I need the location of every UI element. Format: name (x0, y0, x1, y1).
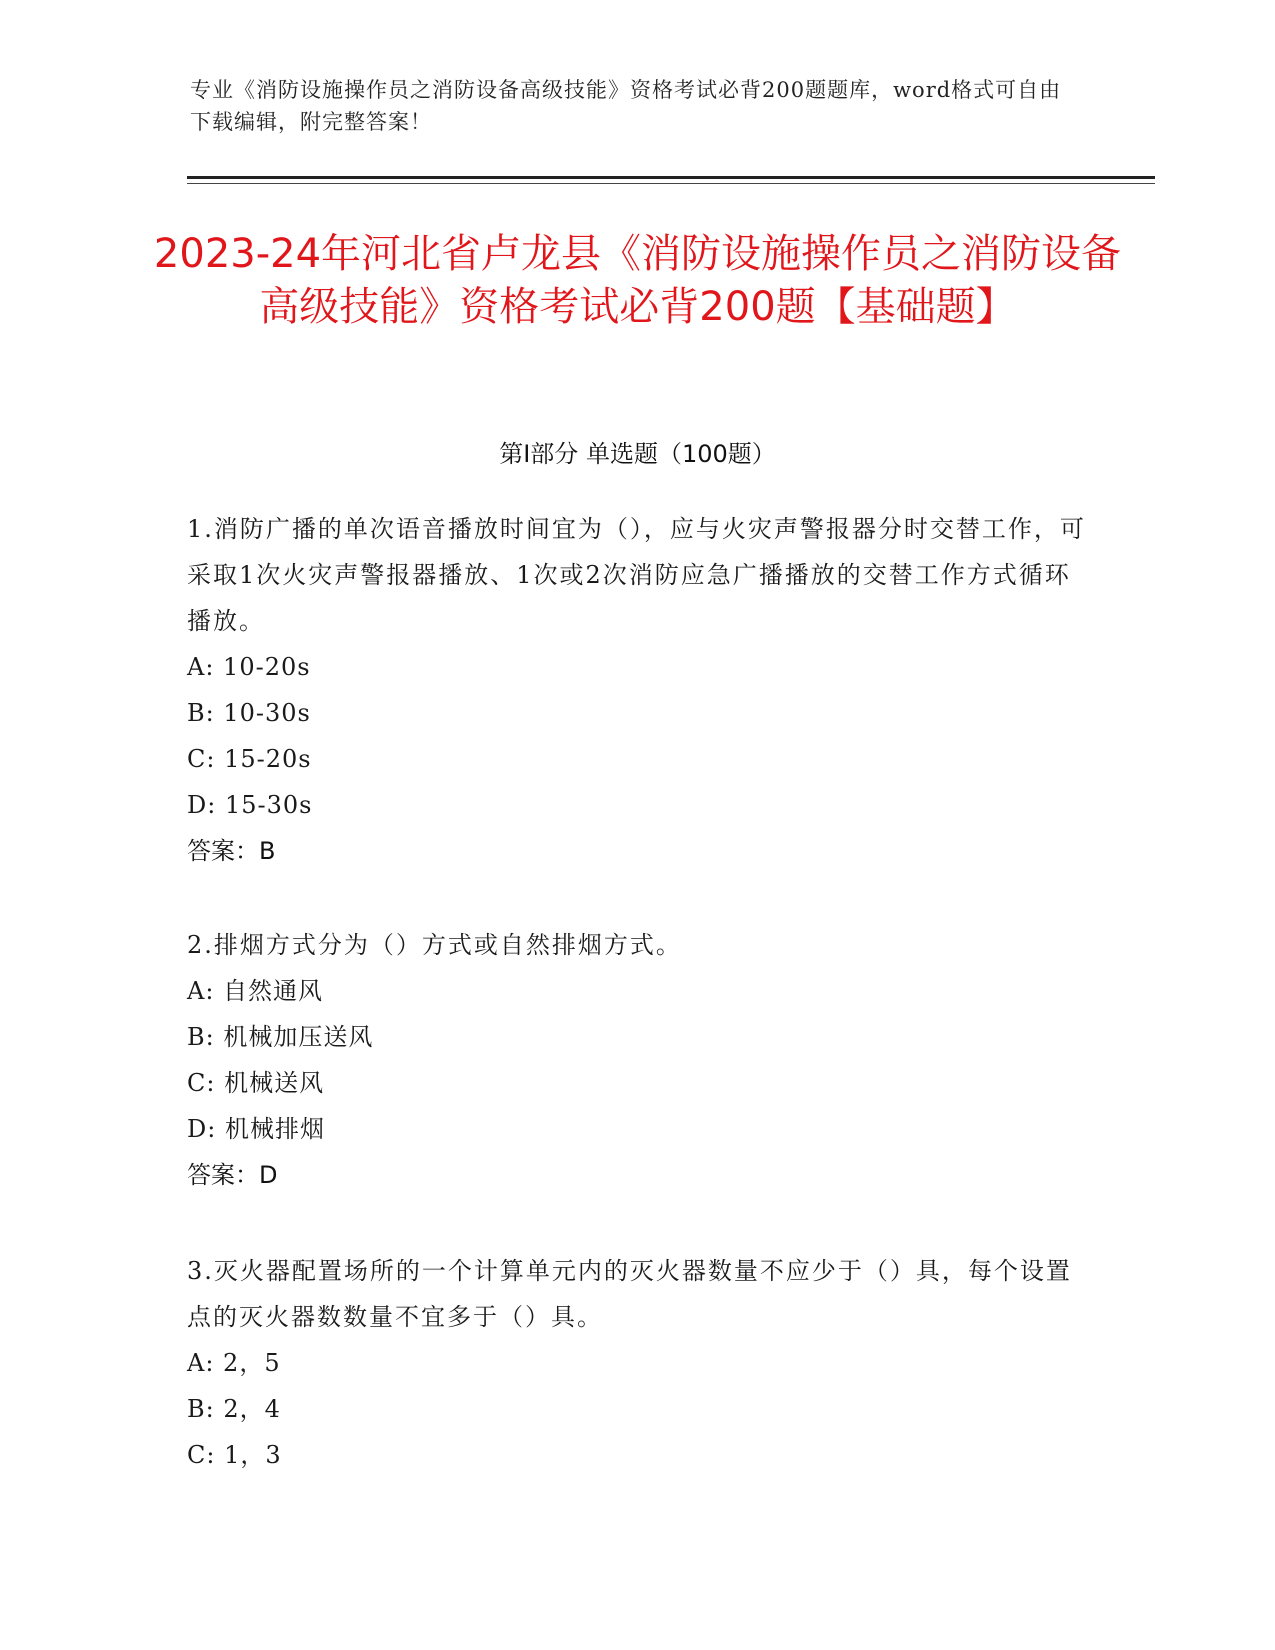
option-b: B: 机械加压送风 (187, 1023, 374, 1051)
question-stem: 1.消防广播的单次语音播放时间宜为（），应与火灾声警报器分时交替工作，可采取1次火灾声警报器播放、1次或2次消防应急广播播放的交替工作方式循环播放。 (187, 515, 1086, 635)
document-title: 2023-24年河北省卢龙县《消防设施操作员之消防设备高级技能》资格考试必背200题【基础题】 (153, 231, 1122, 330)
header-rule-thin (187, 183, 1155, 184)
header-note: 专业《消防设施操作员之消防设备高级技能》资格考试必背200题题库，word格式可自由下载编辑，附完整答案！ (190, 78, 1062, 134)
option-a: A: 2，5 (187, 1349, 281, 1377)
section-title: 第I部分 单选题（100题） (499, 440, 776, 468)
question-stem: 2.排烟方式分为（）方式或自然排烟方式。 (187, 931, 682, 959)
question-2 (187, 922, 1087, 1198)
answer: 答案：B (187, 837, 276, 865)
option-b: B: 2，4 (187, 1395, 281, 1423)
option-a: A: 自然通风 (187, 977, 324, 1005)
answer: 答案：D (187, 1161, 278, 1189)
option-c: C: 15-20s (187, 745, 312, 773)
option-a: A: 10-20s (187, 653, 311, 681)
option-c: C: 1，3 (187, 1441, 282, 1469)
option-d: D: 机械排烟 (187, 1115, 325, 1143)
question-stem: 3.灭火器配置场所的一个计算单元内的灭火器数量不应少于（）具，每个设置点的灭火器数数量不宜多于（）具。 (187, 1257, 1072, 1331)
option-b: B: 10-30s (187, 699, 311, 727)
question-1 (187, 506, 1087, 874)
header-rule-thick (187, 176, 1155, 179)
option-c: C: 机械送风 (187, 1069, 325, 1097)
option-d: D: 15-30s (187, 791, 313, 819)
question-3 (187, 1248, 1087, 1478)
